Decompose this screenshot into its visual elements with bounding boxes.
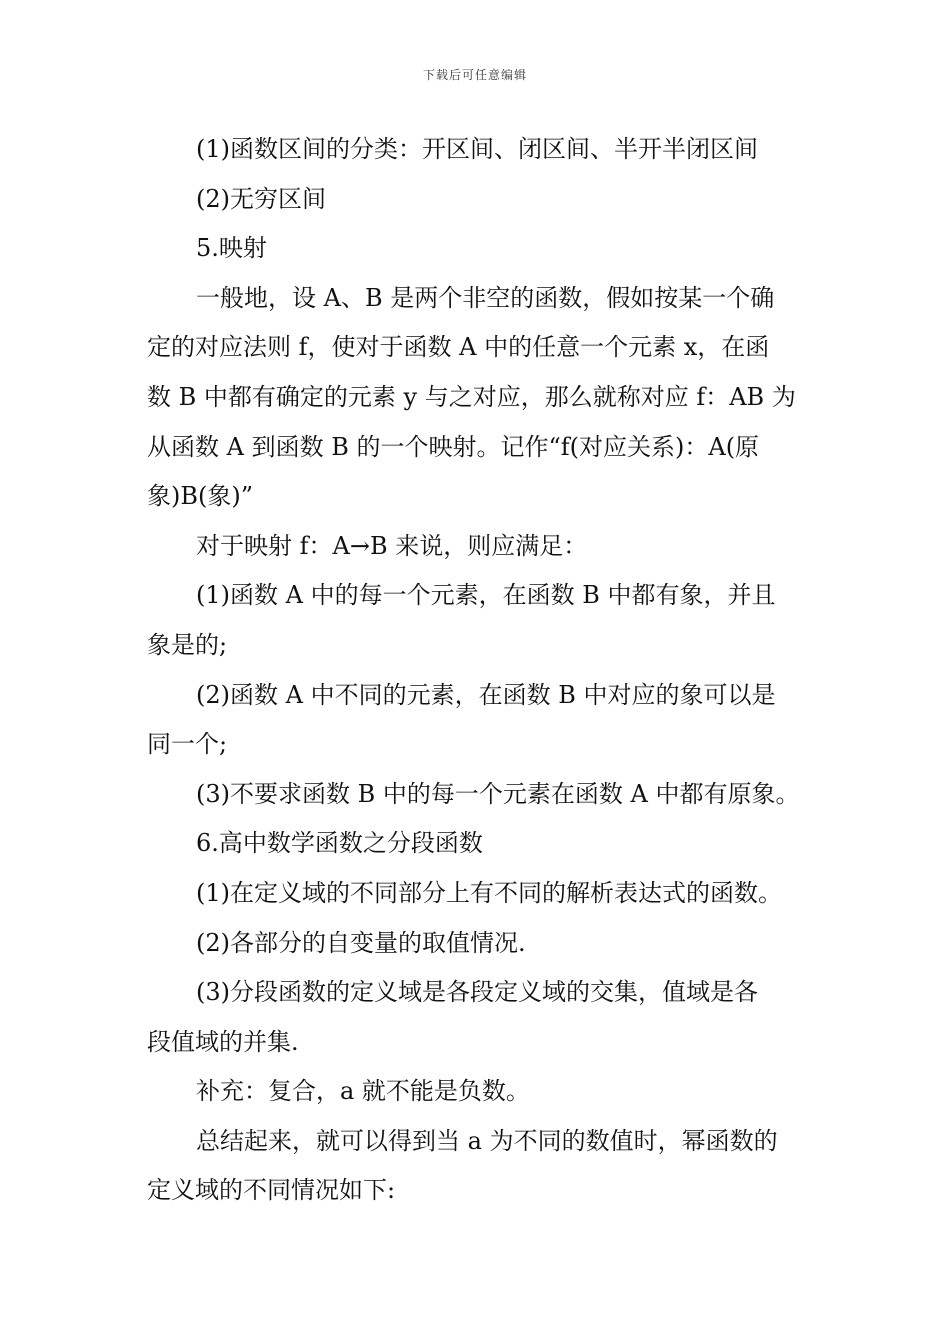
section-heading: 6.高中数学函数之分段函数 xyxy=(196,829,483,858)
text-line: 象)B(象)” xyxy=(147,482,253,511)
text-line: (3)不要求函数 B 中的每一个元素在函数 A 中都有原象。 xyxy=(196,779,800,808)
page-header: 下载后可任意编辑 xyxy=(422,68,527,82)
text-line: 从函数 A 到函数 B 的一个映射。记作“f(对应关系)：A(原 xyxy=(147,432,760,461)
text-line: 定义域的不同情况如下: xyxy=(147,1176,396,1205)
text-line: (1)函数 A 中的每一个元素，在函数 B 中都有象，并且 xyxy=(196,581,776,610)
text-line: 对于映射 f：A→B 来说，则应满足： xyxy=(196,531,588,560)
text-line: 段值域的并集. xyxy=(147,1027,299,1056)
text-line: 补充：复合，a 就不能是负数。 xyxy=(196,1077,530,1106)
text-line: 数 B 中都有确定的元素 y 与之对应，那么就称对应 f：AB 为 xyxy=(147,382,796,411)
section-heading: 5.映射 xyxy=(196,234,267,263)
text-line: 总结起来，就可以得到当 a 为不同的数值时，幂函数的 xyxy=(196,1126,778,1155)
text-line: 同一个; xyxy=(147,730,228,759)
text-line: (1)在定义域的不同部分上有不同的解析表达式的函数。 xyxy=(196,878,782,907)
text-line: (2)各部分的自变量的取值情况. xyxy=(196,928,526,957)
text-line: (3)分段函数的定义域是各段定义域的交集，值域是各 xyxy=(196,978,758,1007)
text-line: (2)函数 A 中不同的元素，在函数 B 中对应的象可以是 xyxy=(196,680,776,709)
text-line: 一般地，设 A、B 是两个非空的函数，假如按某一个确 xyxy=(196,283,775,312)
text-line: (2)无穷区间 xyxy=(196,184,326,213)
text-line: 定的对应法则 f，使对于函数 A 中的任意一个元素 x，在函 xyxy=(147,333,770,362)
document-body xyxy=(147,125,807,1216)
text-line: (1)函数区间的分类：开区间、闭区间、半开半闭区间 xyxy=(196,135,758,163)
text-line: 象是的; xyxy=(147,630,228,659)
